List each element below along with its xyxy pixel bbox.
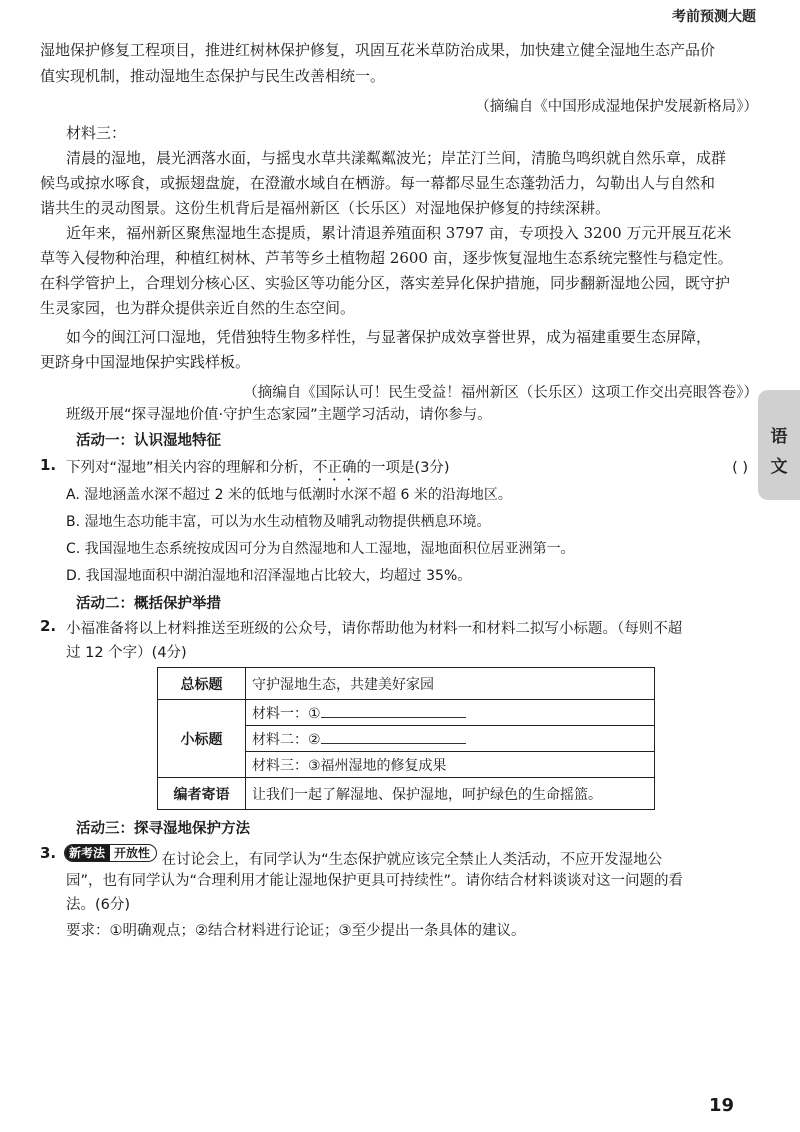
material3-text: 在科学管护上，合理划分核心区、实验区等功能分区，落实差异化保护措施，同步翻新湿地公园，既守护 (40, 274, 731, 292)
q1-option-a: A. 湿地涵盖水深不超过 2 米的低地与低潮时水深不超 6 米的沿海地区。 (66, 487, 512, 503)
material3-text: 草等入侵物种治理，种植红树林、芦苇等乡土植物超 2600 亩，逐步恢复湿地生态系统完整性与稳定性。 (40, 249, 733, 267)
running-header: 考前预测大题 (672, 9, 756, 25)
q1-option-b: B. 湿地生态功能丰富，可以为水生动植物及哺乳动物提供栖息环境。 (66, 514, 491, 530)
q1-option-c: C. 我国湿地生态系统按成因可分为自然湿地和人工湿地，湿地面积位居亚洲第一。 (66, 541, 575, 557)
answer-blank-2[interactable] (321, 729, 466, 744)
material3-text: 生灵家园，也为群众提供亲近自然的生态空间。 (40, 299, 356, 317)
material2-line2: 值实现机制，推动湿地生态保护与民生改善相统一。 (40, 67, 386, 85)
q1-number: 1. (40, 456, 57, 474)
activity2-title: 活动二：概括保护举措 (76, 596, 221, 612)
material2-source: （摘编自《中国形成湿地保护发展新格局》） (475, 99, 758, 115)
table-label-main-title: 总标题 (158, 668, 246, 700)
q3-stem: 园”，也有同学认为“合理利用才能让湿地保护更具可持续性”。请你结合材料谈谈对这一问题的看 (66, 873, 684, 889)
q3-requirements: 要求：①明确观点；②结合材料进行论证；③至少提出一条具体的建议。 (66, 923, 526, 939)
q2-number: 2. (40, 617, 57, 635)
side-tab-char: 语 (770, 427, 788, 447)
material3-text: 候鸟或掠水啄食，或振翅盘旋，在澄澈水域自在栖游。每一幕都尽显生态蓬勃活力，勾勒出人与自然和 (40, 174, 716, 192)
material3-text: 近年来，福州新区聚焦湿地生态提质，累计清退养殖面积 3797 亩，专项投入 3200 万元开展互花米 (66, 224, 732, 242)
subject-side-tab (758, 390, 800, 500)
material3-text: 清晨的湿地，晨光洒落水面，与摇曳水草共漾粼粼波光；岸芷汀兰间，清脆鸟鸣织就自然乐章，成群 (66, 149, 727, 167)
table-subtitle-1[interactable]: 材料一：① (246, 700, 655, 726)
q1-stem: 下列对“湿地”相关内容的理解和分析，不正确的一项是(3分) (66, 460, 450, 476)
q1-option-d: D. 我国湿地面积中湖泊湿地和沼泽湿地占比较大，均超过 35%。 (66, 568, 472, 584)
table-label-subtitle: 小标题 (158, 700, 246, 778)
table-label-editor-note: 编者寄语 (158, 778, 246, 810)
q1-emphasis: 不正确 (313, 460, 357, 476)
material3-source: （摘编自《国际认可！民生受益！福州新区（长乐区）这项工作交出亮眼答卷》） (243, 385, 758, 401)
table-main-title-value: 守护湿地生态，共建美好家园 (246, 668, 655, 700)
q3-stem: 新考法 开放性 在讨论会上，有同学认为“生态保护就应该完全禁止人类活动，不应开发湿地公 (64, 844, 662, 872)
material3-text: 更跻身中国湿地保护实践样板。 (40, 353, 251, 371)
material3-title: 材料三： (66, 124, 127, 142)
side-tab-char: 文 (770, 457, 788, 477)
material3-text: 谐共生的灵动图景。这份生机背后是福州新区（长乐区）对湿地保护修复的持续深耕。 (40, 199, 611, 217)
material2-line1: 湿地保护修复工程项目，推进红树林保护修复，巩固互花米草防治成果，加快建立健全湿地生态产品价 (40, 41, 716, 59)
activity-intro: 班级开展“探寻湿地价值·守护生态家园”主题学习活动，请你参与。 (66, 407, 492, 423)
table-editor-note-value: 让我们一起了解湿地、保护湿地，呵护绿色的生命摇篮。 (246, 778, 655, 810)
q2-stem: 过 12 个字）(4分) (66, 645, 187, 661)
q3-number: 3. (40, 844, 57, 862)
subtitle-table (157, 667, 655, 810)
activity3-title: 活动三：探寻湿地保护方法 (76, 821, 250, 837)
q2-stem: 小福准备将以上材料推送至班级的公众号，请你帮助他为材料一和材料二拟写小标题。（每则不超 (66, 621, 683, 637)
q3-stem: 法。(6分) (66, 897, 131, 913)
q3-badge: 新考法 开放性 (64, 844, 157, 862)
table-subtitle-3: 材料三：③福州湿地的修复成果 (246, 752, 655, 778)
page-number: 19 (708, 1095, 734, 1116)
table-subtitle-2[interactable]: 材料二：② (246, 726, 655, 752)
answer-blank-1[interactable] (321, 703, 466, 718)
activity1-title: 活动一：认识湿地特征 (76, 433, 221, 449)
material3-text: 如今的闽江河口湿地，凭借独特生物多样性，与显著保护成效享誉世界，成为福建重要生态屏障， (66, 328, 712, 346)
q1-answer-blank[interactable]: ( ) (732, 460, 748, 476)
